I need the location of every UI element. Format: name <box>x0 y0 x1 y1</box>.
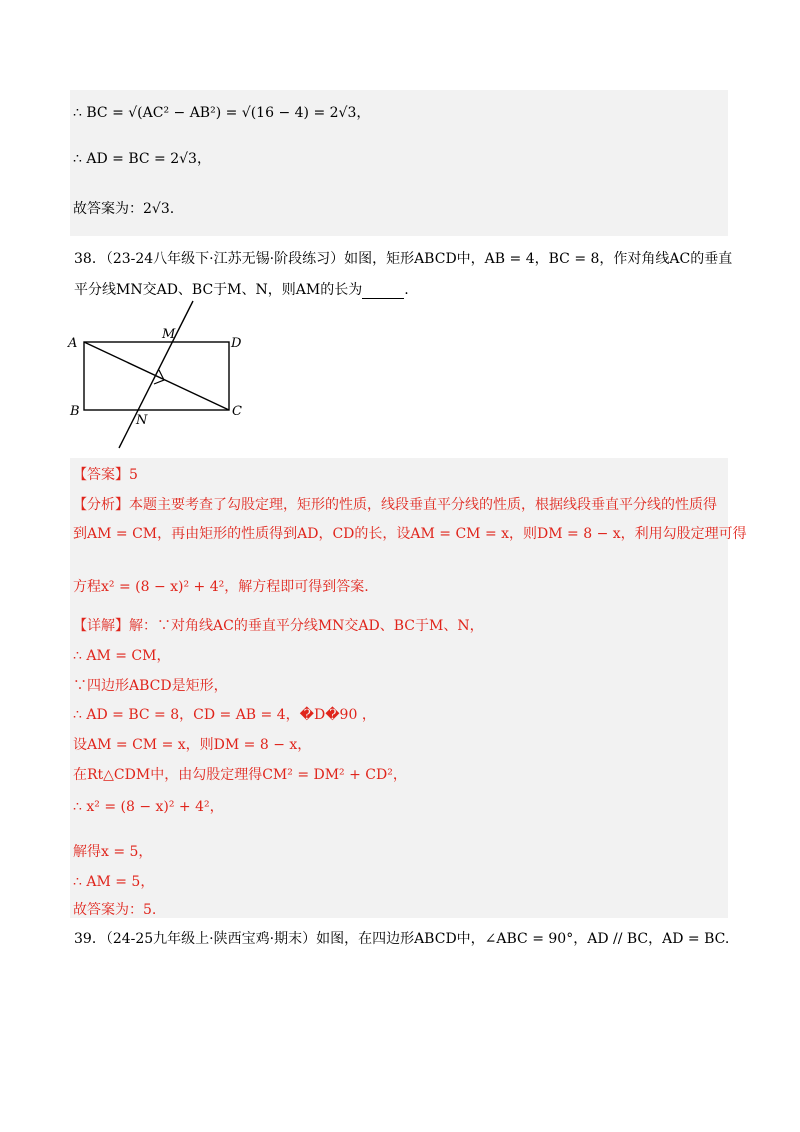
analysis-line-1 <box>73 496 717 514</box>
label-m: M <box>162 327 176 342</box>
solution-37-line-2: ∴ AD = BC = 2√3， <box>73 151 211 167</box>
answer-label: 【答案】 <box>73 467 129 483</box>
solution-37-line-3 <box>73 200 174 218</box>
detail-line-7: ∴ x² = (8 − x)² + 4²， <box>73 799 224 815</box>
analysis-line-3: 方程x² = (8 − x)² + 4²，解方程即可得到答案. <box>73 579 369 595</box>
question-38-text: 平分线MN交AD、BC于M、N，则AM的长为 <box>74 282 363 298</box>
detail-line-6: 在Rt△CDM中，由勾股定理得CM² = DM² + CD²， <box>73 767 407 783</box>
question-38-end: . <box>404 282 409 298</box>
rectangle-figure <box>60 296 280 456</box>
detail-line-9: ∴ AM = 5， <box>73 874 155 890</box>
answer-value-38: 5 <box>129 467 138 483</box>
answer-line <box>73 466 138 484</box>
label-b: B <box>70 404 80 419</box>
detail-label: 【详解】 <box>73 618 129 634</box>
detail-line-1 <box>73 617 484 635</box>
perpendicular-bisector-mn <box>119 301 193 448</box>
detail-line-8: 解得x = 5， <box>73 844 153 860</box>
label-c: C <box>232 404 242 419</box>
detail-line-4: ∴ AD = BC = 8，CD = AB = 4，�D�90 ， <box>73 707 376 723</box>
answer-prefix: 故答案为： <box>73 201 143 217</box>
detail-line-10: 故答案为：5. <box>73 902 157 918</box>
detail-line-3: ∵四边形ABCD是矩形， <box>73 678 228 694</box>
detail-line-2: ∴ AM = CM， <box>73 648 171 664</box>
detail-text-1: 解：∵对角线AC的垂直平分线MN交AD、BC于M、N， <box>129 618 484 634</box>
diagonal-ac <box>84 342 229 410</box>
question-39-line-1: 39．（24-25九年级上·陕西宝鸡·期末）如图，在四边形ABCD中，∠ABC = 90°，AD // BC，AD = BC. <box>74 931 730 947</box>
analysis-line-2: 到AM = CM，再由矩形的性质得到AD，CD的长，设AM = CM = x，则DM = 8 − x，利用勾股定理可得 <box>73 526 747 542</box>
solution-37-line-1: ∴ BC = √(AC² − AB²) = √(16 − 4) = 2√3， <box>73 105 371 121</box>
label-n: N <box>136 413 148 428</box>
detail-line-5: 设AM = CM = x，则DM = 8 − x， <box>73 737 312 753</box>
analysis-text-1: 本题主要考查了勾股定理，矩形的性质，线段垂直平分线的性质，根据线段垂直平分线的性质得 <box>129 497 717 513</box>
answer-blank <box>362 284 404 299</box>
answer-suffix: . <box>169 201 175 217</box>
answer-value: 2√3 <box>143 201 170 217</box>
label-a: A <box>68 336 78 351</box>
analysis-label: 【分析】 <box>73 497 129 513</box>
question-38-line-1: 38．（23-24八年级下·江苏无锡·阶段练习）如图，矩形ABCD中，AB = 4，BC = 8，作对角线AC的垂直 <box>74 251 733 267</box>
label-d: D <box>231 336 242 351</box>
